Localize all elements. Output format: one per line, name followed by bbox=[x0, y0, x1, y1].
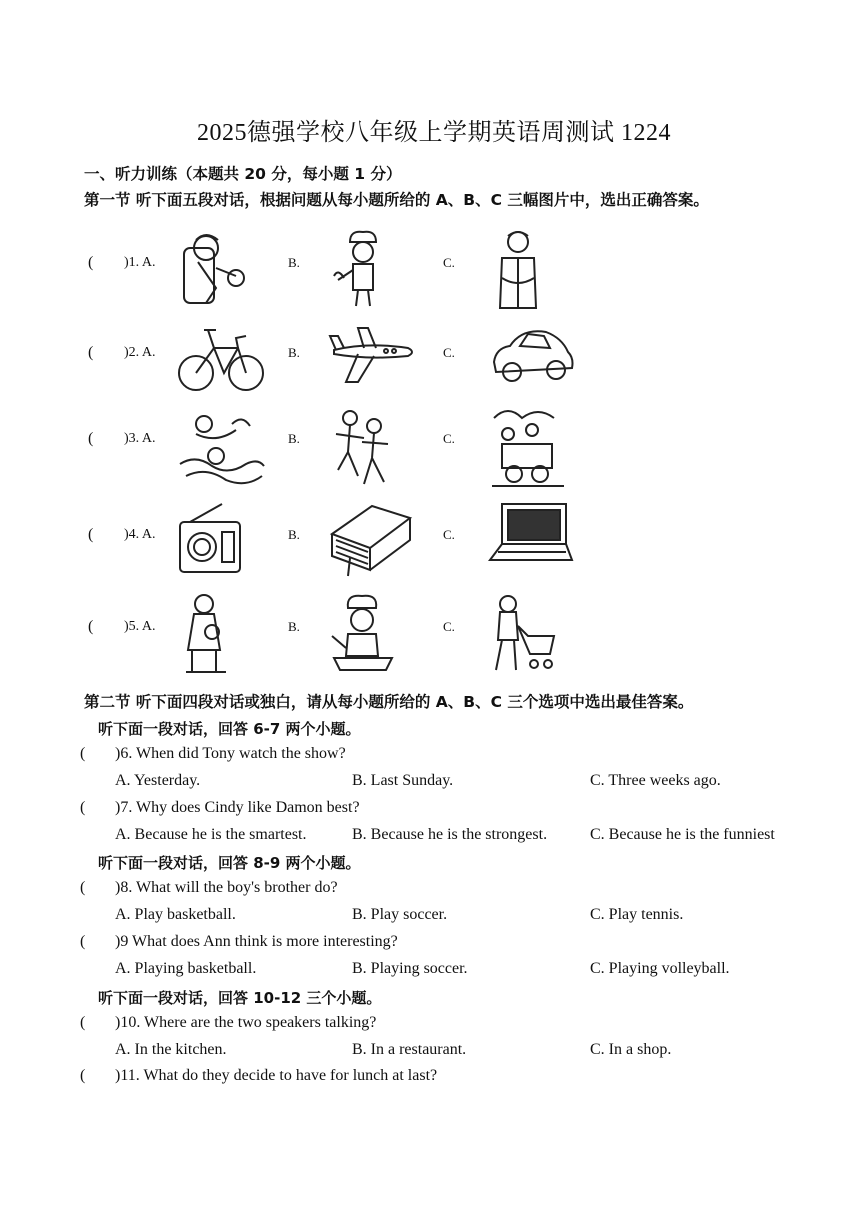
option-a: A. Because he is the smartest. bbox=[115, 826, 307, 843]
kids-playground-picture bbox=[488, 404, 568, 490]
book-picture bbox=[328, 500, 414, 580]
option-b-label: B. bbox=[288, 345, 300, 360]
doctor-picture bbox=[488, 228, 548, 310]
answer-paren: ( bbox=[88, 526, 94, 543]
option-c-label: C. bbox=[443, 527, 455, 542]
option-c: C. In a shop. bbox=[590, 1041, 672, 1058]
option-b: B. Last Sunday. bbox=[352, 772, 454, 789]
answer-paren: ( bbox=[80, 799, 86, 816]
option-b: B. Play soccer. bbox=[352, 906, 448, 923]
option-b-label: B. bbox=[288, 619, 300, 634]
laptop-picture bbox=[488, 500, 574, 566]
question-text: )8. What will the boy's brother do? bbox=[115, 879, 338, 896]
answer-paren: ( bbox=[80, 1067, 86, 1084]
chef-boy-picture bbox=[328, 228, 398, 310]
question-text: )11. What do they decide to have for lunch at last? bbox=[115, 1067, 438, 1084]
answer-paren: ( bbox=[80, 933, 86, 950]
picture-question-row bbox=[88, 404, 788, 500]
group-intro: 听下面一段对话，回答 10-12 三个小题。 bbox=[98, 989, 382, 1007]
mother-child-picture bbox=[176, 592, 236, 676]
section1-instruction: 第一节 听下面五段对话，根据问题从每小题所给的 A、B、C 三幅图片中，选出正确答案。 bbox=[84, 191, 709, 209]
question-text: )10. Where are the two speakers talking? bbox=[115, 1014, 377, 1031]
group-intro: 听下面一段对话，回答 6-7 两个小题。 bbox=[98, 720, 361, 738]
answer-paren: ( bbox=[88, 254, 94, 271]
question-text: )6. When did Tony watch the show? bbox=[115, 745, 346, 762]
option-b: B. Playing soccer. bbox=[352, 960, 468, 977]
option-a: A. Yesterday. bbox=[115, 772, 201, 789]
option-c-label: C. bbox=[443, 255, 455, 270]
kids-running-picture bbox=[328, 404, 398, 490]
question-number: )4. A. bbox=[124, 527, 156, 542]
bicycle-picture bbox=[176, 318, 266, 398]
option-c-label: C. bbox=[443, 345, 455, 360]
group-intro: 听下面一段对话，回答 8-9 两个小题。 bbox=[98, 854, 361, 872]
option-a: A. In the kitchen. bbox=[115, 1041, 227, 1058]
option-a: A. Playing basketball. bbox=[115, 960, 257, 977]
option-c: C. Because he is the funniest bbox=[590, 826, 775, 843]
option-b-label: B. bbox=[288, 527, 300, 542]
cook-picture bbox=[328, 592, 398, 676]
option-a: A. Play basketball. bbox=[115, 906, 236, 923]
answer-paren: ( bbox=[88, 618, 94, 635]
option-c-label: C. bbox=[443, 619, 455, 634]
boy-in-car-seat-picture bbox=[176, 228, 256, 308]
option-b-label: B. bbox=[288, 431, 300, 446]
radio-picture bbox=[176, 500, 246, 576]
picture-question-row bbox=[88, 500, 788, 596]
option-b-label: B. bbox=[288, 255, 300, 270]
question-number: )5. A. bbox=[124, 619, 156, 634]
option-c: C. Three weeks ago. bbox=[590, 772, 721, 789]
answer-paren: ( bbox=[88, 430, 94, 447]
option-b: B. In a restaurant. bbox=[352, 1041, 467, 1058]
option-c: C. Play tennis. bbox=[590, 906, 684, 923]
question-number: )2. A. bbox=[124, 345, 156, 360]
answer-paren: ( bbox=[88, 344, 94, 361]
car-picture bbox=[488, 318, 578, 388]
option-c-label: C. bbox=[443, 431, 455, 446]
picture-question-row bbox=[88, 318, 788, 414]
girl-shopping-cart-picture bbox=[488, 592, 558, 676]
answer-paren: ( bbox=[80, 1014, 86, 1031]
option-b: B. Because he is the strongest. bbox=[352, 826, 548, 843]
question-text: )7. Why does Cindy like Damon best? bbox=[115, 799, 360, 816]
answer-paren: ( bbox=[80, 879, 86, 896]
question-number: )3. A. bbox=[124, 431, 156, 446]
section2-instruction: 第二节 听下面四段对话或独白，请从每小题所给的 A、B、C 三个选项中选出最佳答案。 bbox=[84, 693, 694, 711]
part1-heading: 一、听力训练（本题共 20 分，每小题 1 分） bbox=[84, 165, 402, 183]
picture-question-row bbox=[88, 228, 788, 324]
picture-question-row bbox=[88, 592, 788, 688]
answer-paren: ( bbox=[80, 745, 86, 762]
airplane-picture bbox=[328, 318, 418, 388]
question-number: )1. A. bbox=[124, 255, 156, 270]
option-c: C. Playing volleyball. bbox=[590, 960, 730, 977]
page-title: 2025德强学校八年级上学期英语周测试 1224 bbox=[197, 120, 671, 146]
question-text: )9 What does Ann think is more interesting? bbox=[115, 933, 398, 950]
kids-swimming-picture bbox=[176, 404, 266, 486]
